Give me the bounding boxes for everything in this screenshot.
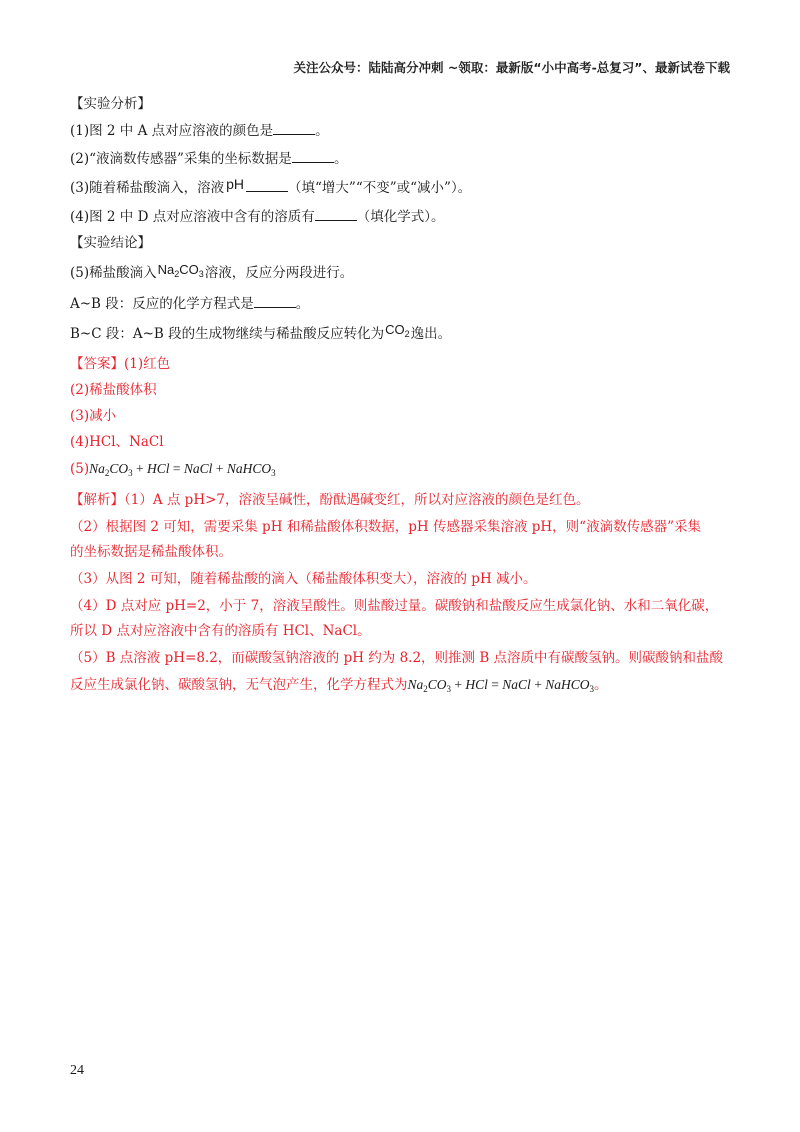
answer-blank [315, 207, 357, 221]
question-4-text: (4)图 2 中 D 点对应溶液中含有的溶质有 [70, 209, 315, 225]
question-3-text: (3)随着稀盐酸滴入，溶液 [70, 180, 225, 196]
punctuation: 。 [315, 123, 329, 139]
answer-5 [70, 460, 736, 478]
answer-label: 【答案】 [70, 356, 124, 372]
reaction-equation: $Na_2CO_3$ + HCl = NaCl + NaHCO$_3$ [89, 461, 276, 478]
answer-1 [70, 356, 736, 373]
explanation-1 [70, 492, 736, 509]
question-3-hint: （填“增大”“不变”或“减小”）。 [288, 180, 472, 196]
question-1-text: (1)图 2 中 A 点对应溶液的颜色是 [70, 123, 274, 139]
page-header: 关注公众号：陆陆高分冲刺 ~领取：最新版“小中高考-总复习”、最新试卷下载 [293, 60, 730, 75]
punctuation: 。 [593, 677, 608, 693]
question-4 [70, 207, 736, 226]
segment-ab [70, 294, 736, 313]
question-4-hint: （填化学式）。 [356, 209, 445, 225]
sodium-carbonate-formula: $Na_2CO_3$ [157, 262, 204, 279]
answer-3: (3)减小 [70, 408, 117, 424]
explanation-2-line-2: 的坐标数据是稀盐酸体积。 [70, 544, 232, 560]
explanation-4-line-2: 所以 D 点对应溶液中含有的溶质有 HCl、NaCl。 [70, 623, 371, 639]
answer-blank [292, 149, 334, 163]
answer-4: (4)HCl、NaCl [70, 434, 164, 450]
explanation-5-text: 反应生成氯化钠、碳酸氢钠，无气泡产生，化学方程式为 [70, 677, 408, 693]
question-2 [70, 149, 736, 168]
answer-5-prefix: (5) [70, 461, 90, 477]
explanation-1-text: （1）A 点 pH>7，溶液呈碱性，酚酞遇碱变红，所以对应溶液的颜色是红色。 [124, 492, 590, 508]
segment-ab-text: A~B 段：反应的化学方程式是 [70, 296, 254, 312]
answer-2: (2)稀盐酸体积 [70, 382, 157, 398]
explanation-5-line-1: （5）B 点溶液 pH=8.2，而碳酸氢钠溶液的 pH 约为 8.2，则推测 B 点溶质中有碳酸氢钠。则碳酸钠和盐酸 [70, 650, 724, 666]
question-5-text: (5)稀盐酸滴入 [70, 265, 157, 281]
answer-blank [273, 121, 315, 135]
segment-bc-text: B~C 段：A~B 段的生成物继续与稀盐酸反应转化为 [70, 326, 385, 342]
ph-symbol: pH [226, 176, 245, 192]
question-2-text: (2)“液滴数传感器”采集的坐标数据是 [70, 151, 292, 167]
question-5 [70, 264, 736, 282]
segment-bc [70, 322, 736, 343]
page-content [70, 96, 736, 694]
explanation-5-line-2 [70, 676, 736, 694]
punctuation: 。 [333, 151, 348, 167]
carbon-dioxide-formula: $CO_2$ [385, 322, 410, 339]
answer-blank [254, 294, 296, 308]
explanation-label: 【解析】 [70, 492, 124, 508]
explanation-4-line-1: （4）D 点对应 pH=2，小于 7，溶液呈酸性。则盐酸过量。碳酸钠和盐酸反应生成氯化钠、水和二氧化碳， [70, 598, 719, 614]
segment-bc-end: 逸出。 [410, 326, 452, 342]
answer-blank [246, 178, 288, 192]
question-5-end: 溶液，反应分两段进行。 [204, 265, 354, 281]
punctuation: 。 [295, 296, 310, 312]
reaction-equation-inline: $Na_2CO_3$ + HCl = NaCl + NaHCO$_3$ [407, 677, 594, 694]
answer-1-text: (1)红色 [124, 356, 171, 372]
explanation-2-line-1: （2）根据图 2 可知，需要采集 pH 和稀盐酸体积数据，pH 传感器采集溶液 pH，则“液滴数传感器”采集 [70, 519, 701, 535]
question-3 [70, 178, 736, 197]
conclusion-title: 【实验结论】 [70, 235, 151, 251]
analysis-title: 【实验分析】 [70, 96, 151, 112]
explanation-3: （3）从图 2 可知，随着稀盐酸的滴入（稀盐酸体积变大），溶液的 pH 减小。 [70, 571, 537, 587]
page-number: 24 [70, 1063, 84, 1078]
question-1 [70, 121, 736, 140]
